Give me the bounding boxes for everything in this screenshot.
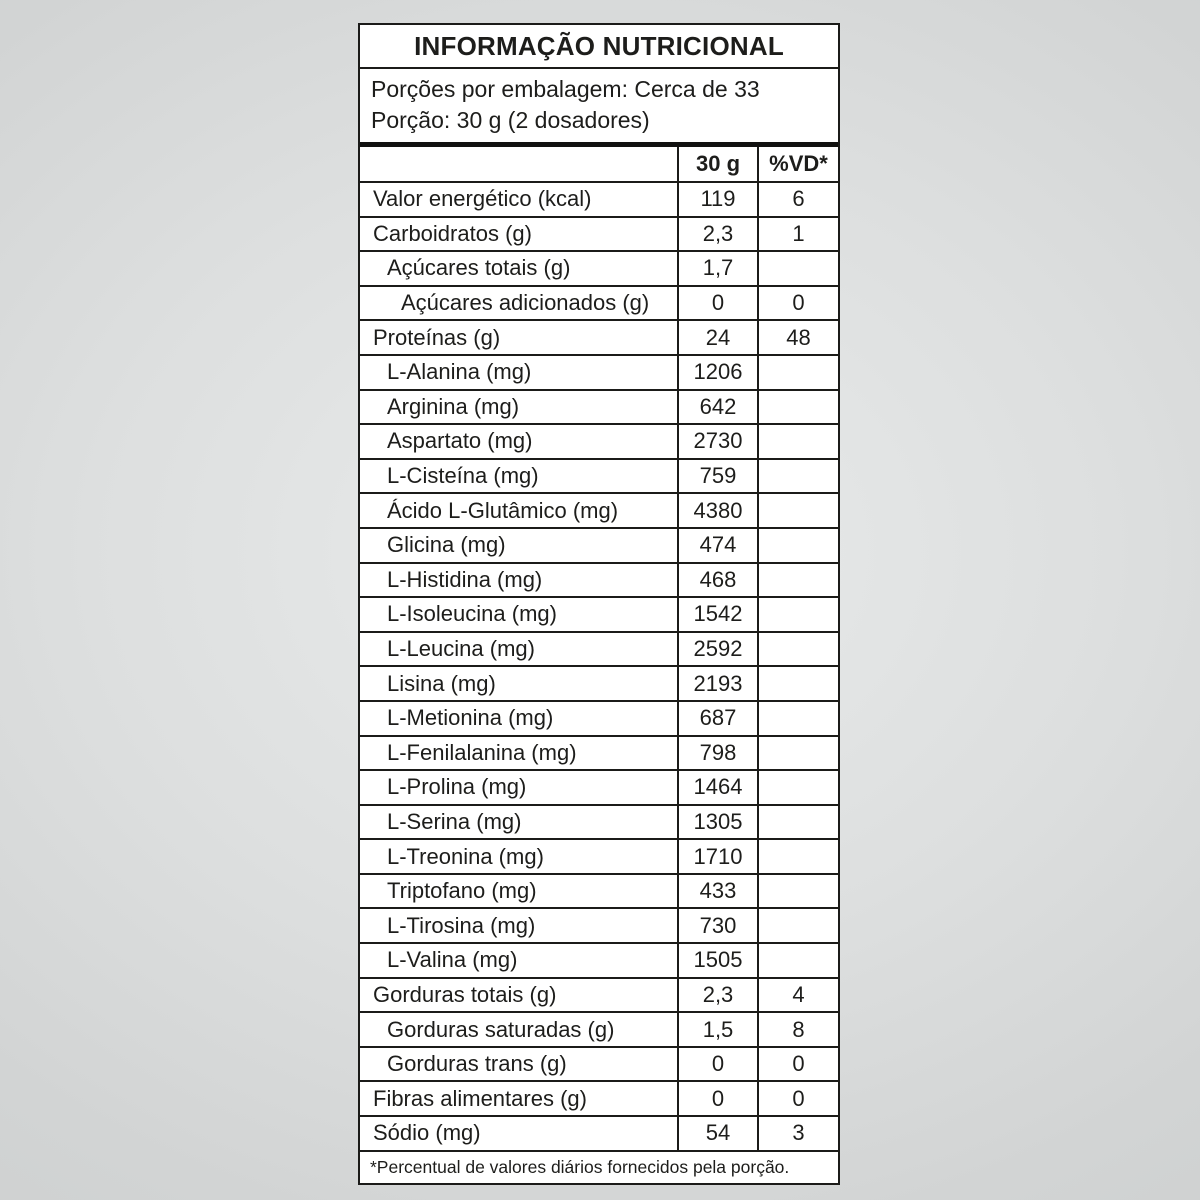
nutrient-amount: 642: [677, 391, 757, 424]
column-header-amount: 30 g: [677, 147, 757, 181]
nutrient-amount: 687: [677, 702, 757, 735]
nutrient-row: [360, 252, 838, 287]
nutrient-label: L-Serina (mg): [387, 808, 522, 834]
nutrient-amount: 1464: [677, 771, 757, 804]
nutrient-label: Triptofano (mg): [387, 878, 537, 904]
nutrient-row: [360, 598, 838, 633]
nutrient-row: [360, 460, 838, 495]
nutrient-amount: 474: [677, 529, 757, 562]
nutrient-label: Arginina (mg): [387, 393, 520, 419]
nutrient-row: [360, 564, 838, 599]
nutrient-row: [360, 287, 838, 322]
nutrient-row: [360, 529, 838, 564]
nutrient-label: L-Isoleucina (mg): [387, 601, 557, 627]
nutrient-label: L-Fenilalanina (mg): [387, 739, 577, 765]
nutrient-amount: 1,7: [677, 252, 757, 285]
nutrient-amount: 1542: [677, 598, 757, 631]
nutrient-label: L-Valina (mg): [387, 947, 518, 973]
nutrition-label: [358, 23, 840, 1185]
nutrient-dv: 48: [757, 321, 838, 354]
nutrient-amount: 2592: [677, 633, 757, 666]
nutrient-row: [360, 391, 838, 426]
nutrient-amount: 759: [677, 460, 757, 493]
nutrient-label: Gorduras saturadas (g): [387, 1016, 615, 1042]
nutrient-row: [360, 979, 838, 1014]
nutrient-label: Lisina (mg): [387, 670, 496, 696]
nutrient-dv: [757, 771, 838, 804]
nutrient-row: [360, 875, 838, 910]
nutrient-dv: [757, 806, 838, 839]
nutrient-amount: 433: [677, 875, 757, 908]
column-header-dv: %VD*: [757, 147, 838, 181]
nutrient-row: [360, 1013, 838, 1048]
nutrient-row: [360, 1048, 838, 1083]
nutrient-dv: [757, 252, 838, 285]
nutrient-label: Gorduras trans (g): [387, 1051, 567, 1077]
nutrient-label: L-Tirosina (mg): [387, 912, 536, 938]
nutrient-amount: 4380: [677, 494, 757, 527]
nutrient-label: Gorduras totais (g): [373, 981, 557, 1007]
nutrient-label: Valor energético (kcal): [373, 186, 592, 212]
nutrient-amount: 119: [677, 183, 757, 216]
nutrient-dv: [757, 356, 838, 389]
nutrient-row: [360, 840, 838, 875]
footnote: *Percentual de valores diários fornecidos pela porção.: [370, 1156, 790, 1177]
nutrient-amount: 1206: [677, 356, 757, 389]
serving-info: [360, 69, 838, 147]
label-title: INFORMAÇÃO NUTRICIONAL: [360, 25, 838, 69]
nutrient-amount: 468: [677, 564, 757, 597]
nutrient-label: Açúcares adicionados (g): [401, 290, 650, 316]
nutrient-rows: [360, 183, 838, 1152]
nutrient-amount: 54: [677, 1117, 757, 1150]
nutrient-dv: 8: [757, 1013, 838, 1046]
nutrient-dv: 6: [757, 183, 838, 216]
nutrient-dv: [757, 875, 838, 908]
nutrient-label: L-Leucina (mg): [387, 636, 535, 662]
nutrient-dv: [757, 391, 838, 424]
nutrient-amount: 0: [677, 1082, 757, 1115]
nutrient-row: [360, 183, 838, 218]
nutrient-row: [360, 944, 838, 979]
nutrient-amount: 1,5: [677, 1013, 757, 1046]
nutrient-dv: [757, 598, 838, 631]
nutrient-dv: 4: [757, 979, 838, 1012]
nutrient-label: Aspartato (mg): [387, 428, 533, 454]
nutrient-dv: 1: [757, 218, 838, 251]
nutrient-label: Proteínas (g): [373, 324, 501, 350]
nutrient-amount: 730: [677, 909, 757, 942]
serving-size: Porção: 30 g (2 dosadores): [371, 107, 650, 133]
nutrient-amount: 0: [677, 1048, 757, 1081]
nutrient-dv: [757, 737, 838, 770]
nutrient-label: Açúcares totais (g): [387, 255, 571, 281]
nutrient-dv: [757, 425, 838, 458]
nutrient-dv: [757, 633, 838, 666]
servings-per-package: Porções por embalagem: Cerca de 33: [371, 76, 760, 102]
nutrient-row: [360, 494, 838, 529]
nutrient-label: L-Histidina (mg): [387, 566, 543, 592]
nutrient-row: [360, 321, 838, 356]
nutrient-label: L-Prolina (mg): [387, 774, 527, 800]
nutrient-dv: [757, 564, 838, 597]
nutrient-row: [360, 737, 838, 772]
nutrient-dv: 3: [757, 1117, 838, 1150]
nutrient-row: [360, 356, 838, 391]
nutrient-amount: 24: [677, 321, 757, 354]
nutrient-row: [360, 702, 838, 737]
nutrient-amount: 1305: [677, 806, 757, 839]
nutrient-amount: 2,3: [677, 218, 757, 251]
nutrient-amount: 2,3: [677, 979, 757, 1012]
nutrient-row: [360, 425, 838, 460]
nutrient-dv: 0: [757, 1082, 838, 1115]
nutrient-label: L-Alanina (mg): [387, 359, 532, 385]
nutrient-dv: [757, 840, 838, 873]
nutrient-label: Sódio (mg): [373, 1120, 481, 1146]
nutrient-dv: [757, 944, 838, 977]
nutrient-label: Glicina (mg): [387, 532, 506, 558]
nutrient-row: [360, 771, 838, 806]
nutrient-amount: 2730: [677, 425, 757, 458]
nutrient-dv: [757, 529, 838, 562]
nutrient-dv: [757, 494, 838, 527]
column-header-blank: [360, 147, 677, 181]
nutrient-dv: 0: [757, 1048, 838, 1081]
nutrient-dv: [757, 460, 838, 493]
nutrient-row: [360, 909, 838, 944]
nutrient-amount: 1710: [677, 840, 757, 873]
nutrient-label: L-Cisteína (mg): [387, 463, 539, 489]
nutrient-amount: 2193: [677, 667, 757, 700]
nutrient-label: L-Metionina (mg): [387, 705, 554, 731]
nutrient-row: [360, 806, 838, 841]
nutrient-label: Ácido L-Glutâmico (mg): [387, 497, 619, 523]
nutrient-amount: 1505: [677, 944, 757, 977]
nutrient-row: [360, 218, 838, 253]
nutrient-amount: 798: [677, 737, 757, 770]
nutrient-row: [360, 667, 838, 702]
nutrient-row: [360, 1117, 838, 1152]
nutrient-label: Fibras alimentares (g): [373, 1085, 587, 1111]
nutrient-dv: 0: [757, 287, 838, 320]
nutrient-dv: [757, 667, 838, 700]
nutrient-amount: 0: [677, 287, 757, 320]
nutrient-row: [360, 1082, 838, 1117]
nutrient-row: [360, 633, 838, 668]
nutrient-label: Carboidratos (g): [373, 220, 532, 246]
nutrient-label: L-Treonina (mg): [387, 843, 544, 869]
nutrient-dv: [757, 702, 838, 735]
column-header-row: [360, 147, 838, 183]
nutrient-dv: [757, 909, 838, 942]
